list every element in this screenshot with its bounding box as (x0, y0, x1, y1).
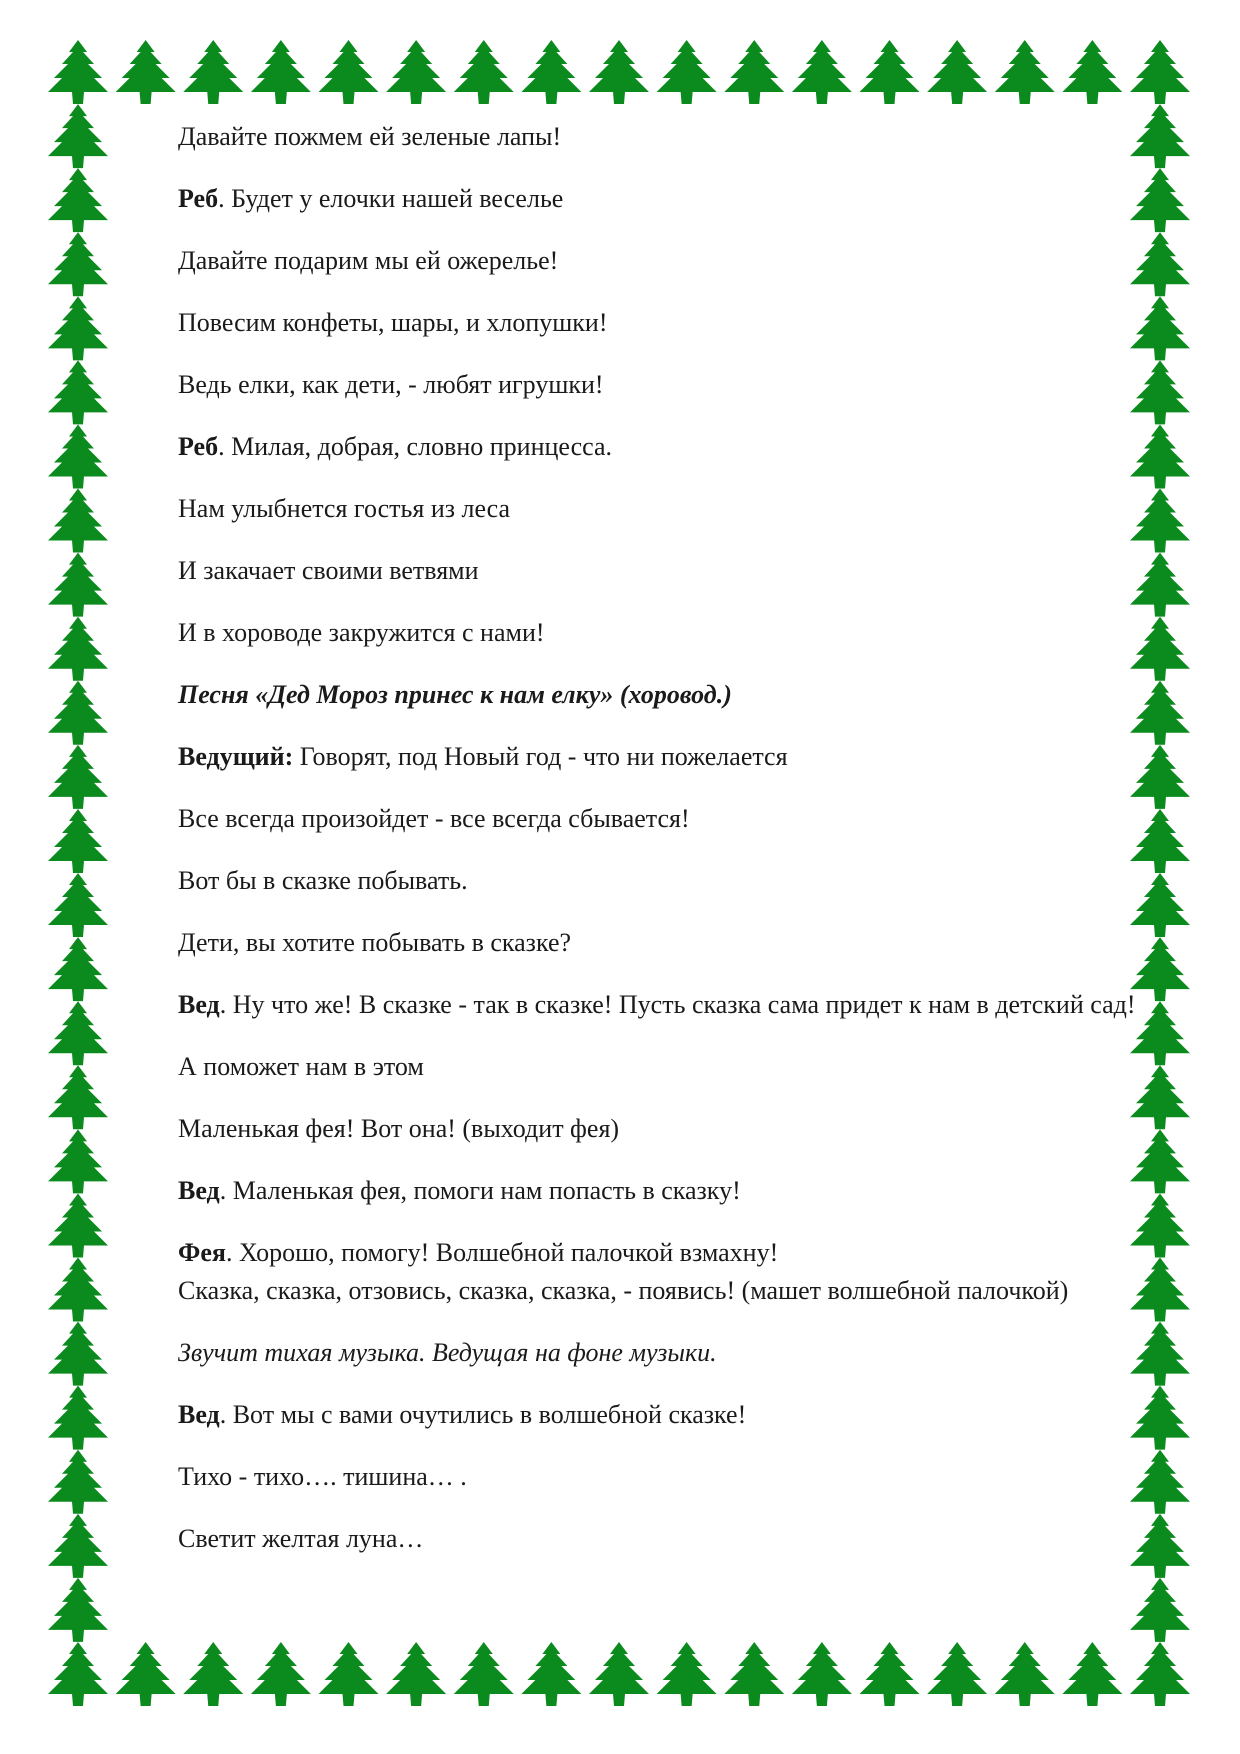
line-text: . Будет у елочки нашей веселье (218, 184, 564, 213)
paragraph-gap (178, 1310, 1138, 1334)
text-line (178, 800, 1138, 838)
fir-tree-icon (1130, 104, 1190, 168)
document-text (178, 118, 1138, 1558)
fir-tree-icon (1130, 360, 1190, 424)
fir-tree-icon (48, 1129, 108, 1193)
fir-tree-icon (48, 1193, 108, 1257)
speaker-name: Реб (178, 432, 219, 461)
fir-tree-icon (251, 40, 311, 104)
paragraph-gap (178, 1210, 1138, 1234)
fir-tree-icon (995, 40, 1055, 104)
fir-tree-icon (927, 40, 987, 104)
line-text: . Хорошо, помогу! Волшебной палочкой взмахну! (225, 1238, 779, 1267)
text-line (178, 1458, 1138, 1496)
speaker-name: Реб (178, 184, 219, 213)
line-text: Ведь елки, как дети, - любят игрушки! (178, 370, 604, 399)
line-text: Тихо - тихо…. тишина… . (178, 1462, 467, 1491)
fir-tree-icon (48, 168, 108, 232)
text-line (178, 1172, 1138, 1210)
line-text: Повесим конфеты, шары, и хлопушки! (178, 308, 608, 337)
line-text: Давайте подарим мы ей ожерелье! (178, 246, 559, 275)
text-line (178, 862, 1138, 900)
fir-tree-icon (995, 1642, 1055, 1706)
fir-tree-icon (1130, 1258, 1190, 1322)
fir-tree-icon (724, 1642, 784, 1706)
paragraph-gap (178, 466, 1138, 490)
paragraph-gap (178, 1148, 1138, 1172)
text-line (178, 552, 1138, 590)
line-continuation: Сказка, сказка, отзовись, сказка, сказка, - появись! (машет волшебной палочкой) (178, 1276, 1069, 1305)
text-line (178, 924, 1138, 962)
line-text: И закачает своими ветвями (178, 556, 479, 585)
paragraph-gap (178, 1434, 1138, 1458)
text-line (178, 738, 1138, 776)
line-text: Маленькая фея! Вот она! (выходит фея) (178, 1114, 620, 1143)
fir-tree-icon (1130, 1386, 1190, 1450)
text-line (178, 118, 1138, 156)
paragraph-gap (178, 652, 1138, 676)
fir-tree-icon (1130, 937, 1190, 1001)
fir-tree-icon (521, 1642, 581, 1706)
fir-tree-icon (1130, 1450, 1190, 1514)
paragraph-gap (178, 404, 1138, 428)
fir-tree-icon (183, 40, 243, 104)
speaker-name: Ведущий: (178, 742, 294, 771)
paragraph-gap (178, 838, 1138, 862)
fir-tree-icon (48, 424, 108, 488)
text-line (178, 1520, 1138, 1558)
fir-tree-icon (116, 1642, 176, 1706)
fir-tree-icon (48, 937, 108, 1001)
line-text: Говорят, под Новый год - что ни пожелается (293, 742, 788, 771)
fir-tree-icon (48, 745, 108, 809)
fir-tree-icon (48, 681, 108, 745)
text-line (178, 1234, 1138, 1310)
fir-tree-icon (48, 232, 108, 296)
paragraph-gap (178, 900, 1138, 924)
fir-tree-icon (454, 40, 514, 104)
line-text: Дети, вы хотите побывать в сказке? (178, 928, 572, 957)
fir-tree-icon (1130, 1001, 1190, 1065)
fir-tree-icon (48, 1322, 108, 1386)
fir-tree-icon (48, 40, 108, 104)
fir-tree-icon (1130, 1322, 1190, 1386)
fir-tree-icon (386, 1642, 446, 1706)
paragraph-gap (178, 1372, 1138, 1396)
text-line (178, 1334, 1138, 1372)
fir-tree-icon (1130, 1642, 1190, 1706)
paragraph-gap (178, 528, 1138, 552)
fir-tree-icon (48, 553, 108, 617)
fir-tree-icon (589, 1642, 649, 1706)
paragraph-gap (178, 714, 1138, 738)
fir-tree-icon (657, 40, 717, 104)
paragraph-gap (178, 1086, 1138, 1110)
fir-tree-icon (48, 1578, 108, 1642)
fir-tree-icon (1130, 489, 1190, 553)
fir-tree-icon (1130, 873, 1190, 937)
fir-tree-icon (1062, 1642, 1122, 1706)
fir-tree-icon (1062, 40, 1122, 104)
fir-tree-icon (1130, 40, 1190, 104)
fir-tree-icon (48, 873, 108, 937)
line-text: Светит желтая луна… (178, 1524, 424, 1553)
fir-tree-icon (1130, 232, 1190, 296)
fir-tree-icon (521, 40, 581, 104)
paragraph-gap (178, 776, 1138, 800)
fir-tree-icon (183, 1642, 243, 1706)
fir-tree-icon (860, 1642, 920, 1706)
fir-tree-icon (1130, 809, 1190, 873)
fir-tree-icon (48, 1065, 108, 1129)
line-text: И в хороводе закружится с нами! (178, 618, 545, 647)
fir-tree-icon (48, 296, 108, 360)
paragraph-gap (178, 342, 1138, 366)
fir-tree-icon (860, 40, 920, 104)
fir-tree-icon (589, 40, 649, 104)
fir-tree-icon (48, 1642, 108, 1706)
fir-tree-icon (116, 40, 176, 104)
fir-tree-icon (319, 1642, 379, 1706)
fir-tree-icon (48, 1514, 108, 1578)
fir-tree-icon (48, 360, 108, 424)
fir-tree-icon (927, 1642, 987, 1706)
paragraph-gap (178, 156, 1138, 180)
paragraph-gap (178, 1024, 1138, 1048)
fir-tree-icon (48, 617, 108, 681)
paragraph-gap (178, 218, 1138, 242)
fir-tree-icon (48, 104, 108, 168)
text-line (178, 676, 1138, 714)
line-text: Нам улыбнется гостья из леса (178, 494, 511, 523)
fir-tree-icon (1130, 681, 1190, 745)
fir-tree-icon (454, 1642, 514, 1706)
text-line (178, 1110, 1138, 1148)
paragraph-gap (178, 280, 1138, 304)
text-line (178, 180, 1138, 218)
fir-tree-icon (724, 40, 784, 104)
line-text: . Ну что же! В сказке - так в сказке! Пусть сказка сама придет к нам в детский сад! (219, 990, 1136, 1019)
line-text: Вот бы в сказке побывать. (178, 866, 468, 895)
fir-tree-icon (1130, 1129, 1190, 1193)
text-line (178, 614, 1138, 652)
text-line (178, 428, 1138, 466)
fir-tree-icon (792, 1642, 852, 1706)
speaker-name: Фея (178, 1238, 226, 1267)
speaker-name: Вед (178, 1176, 220, 1205)
fir-tree-icon (1130, 1578, 1190, 1642)
speaker-name: Вед (178, 990, 220, 1019)
fir-tree-icon (48, 489, 108, 553)
text-line (178, 986, 1138, 1024)
fir-tree-icon (48, 809, 108, 873)
line-text: Давайте пожмем ей зеленые лапы! (178, 122, 562, 151)
line-text: А поможет нам в этом (178, 1052, 424, 1081)
line-text: . Милая, добрая, словно принцесса. (218, 432, 613, 461)
fir-tree-icon (1130, 553, 1190, 617)
fir-tree-icon (657, 1642, 717, 1706)
text-line (178, 1396, 1138, 1434)
fir-tree-icon (1130, 745, 1190, 809)
fir-tree-icon (1130, 1193, 1190, 1257)
fir-tree-icon (251, 1642, 311, 1706)
paragraph-gap (178, 962, 1138, 986)
fir-tree-icon (1130, 1065, 1190, 1129)
paragraph-gap (178, 1496, 1138, 1520)
fir-tree-icon (1130, 168, 1190, 232)
fir-tree-icon (386, 40, 446, 104)
fir-tree-icon (48, 1450, 108, 1514)
text-line (178, 1048, 1138, 1086)
text-line (178, 366, 1138, 404)
speaker-name: Вед (178, 1400, 220, 1429)
fir-tree-icon (1130, 296, 1190, 360)
fir-tree-icon (48, 1001, 108, 1065)
fir-tree-icon (1130, 617, 1190, 681)
paragraph-gap (178, 590, 1138, 614)
line-text: . Маленькая фея, помоги нам попасть в сказку! (219, 1176, 741, 1205)
fir-tree-icon (792, 40, 852, 104)
fir-tree-icon (48, 1386, 108, 1450)
text-line (178, 242, 1138, 280)
fir-tree-icon (1130, 1514, 1190, 1578)
line-text: . Вот мы с вами очутились в волшебной сказке! (219, 1400, 747, 1429)
text-line (178, 490, 1138, 528)
song-title: Песня «Дед Мороз принес к нам елку» (хоровод.) (178, 680, 732, 709)
fir-tree-icon (319, 40, 379, 104)
fir-tree-icon (48, 1258, 108, 1322)
stage-direction: Звучит тихая музыка. Ведущая на фоне музыки. (178, 1338, 717, 1367)
text-line (178, 304, 1138, 342)
line-text: Все всегда произойдет - все всегда сбывается! (178, 804, 690, 833)
fir-tree-icon (1130, 424, 1190, 488)
